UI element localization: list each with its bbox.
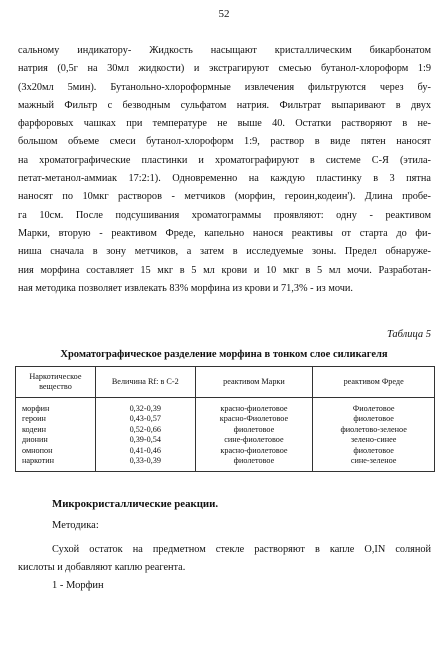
text-line: кислоты и добавляют каплю реагента. bbox=[18, 562, 186, 574]
text-line: мажный Фильтр с безводным сульфатом натрия. Фильтрат выпаривают в двух bbox=[18, 99, 431, 111]
text-line: (3х20мл 5мин). Бутанольно-хлороформные извлечения фильтруются через бу- bbox=[18, 81, 431, 93]
table-cell: наркотин bbox=[16, 456, 96, 472]
text-line: ная методика позволяет извлекать 83% морфина из крови и 71,3% - из мочи. bbox=[18, 282, 353, 294]
list-item: 1 - Морфин bbox=[52, 580, 104, 591]
text-line: га 10см. После подсушивания хроматограммы проявляют: одну - реактивом bbox=[18, 209, 431, 221]
table-cell: 0,39-0,54 bbox=[95, 435, 195, 445]
table-title: Хроматографическое разделение морфина в тонком слое силикагеля bbox=[60, 349, 388, 360]
table-cell: фиолетово-зеленое bbox=[313, 425, 435, 435]
table-label: Таблица 5 bbox=[386, 329, 431, 340]
page-number: 52 bbox=[218, 8, 230, 20]
table-cell: героин bbox=[16, 414, 96, 424]
text-line: ниша сначала в зону метчиков, а затем в исследуемые зоны. Предел обнаруже- bbox=[18, 246, 431, 258]
text-line: Марки, вторую - реактивом Фреде, капельно нанося реактивы от старта до фи- bbox=[18, 227, 431, 239]
table-cell: фиолетовое bbox=[313, 414, 435, 424]
table-row bbox=[16, 446, 435, 456]
table-cell: фиолетовое bbox=[195, 425, 313, 435]
text-line: ния морфина составляет 15 мкг в 5 мл крови и 10 мкг в 5 мл мочи. Разработан- bbox=[18, 264, 431, 276]
column-header: Наркотическое вещество bbox=[16, 367, 96, 398]
text-line: фарфоровых чашках при температуре не выше 40. Остатки растворяют в не- bbox=[18, 118, 431, 130]
section-heading: Микрокристаллические реакции. bbox=[52, 498, 219, 510]
body-paragraph bbox=[18, 541, 431, 578]
table-cell: дионин bbox=[16, 435, 96, 445]
table-cell: красно-фиолетовое bbox=[195, 398, 313, 415]
table-cell: 0,52-0,66 bbox=[95, 425, 195, 435]
table-cell: фиолетовое bbox=[195, 456, 313, 472]
text-line: сальному индикатору- Жидкость насыщают кристаллическим бикарбонатом bbox=[18, 45, 431, 56]
table-header-row bbox=[16, 367, 435, 398]
table-cell: зелено-синее bbox=[313, 435, 435, 445]
column-header: Величина Rf: в С-2 bbox=[95, 367, 195, 398]
table-cell: 0,32-0,39 bbox=[95, 398, 195, 415]
table-cell: 0,33-0,39 bbox=[95, 456, 195, 472]
table-row bbox=[16, 435, 435, 445]
table-row bbox=[16, 425, 435, 435]
table-cell: красно-Фиолетовое bbox=[195, 414, 313, 424]
text-line: большом объеме смеси бутанол-хлороформ 1:9, раствор в виде пятен наносят bbox=[18, 136, 431, 148]
method-subheading: Методика: bbox=[52, 520, 99, 531]
table-row bbox=[16, 398, 435, 415]
table-row bbox=[16, 414, 435, 424]
table-cell: фиолетовое bbox=[313, 446, 435, 456]
text-line: Сухой остаток на предметном стекле растворяют в капле O,IN соляной bbox=[52, 544, 431, 555]
table-row bbox=[16, 456, 435, 472]
column-header: реактивом Фреде bbox=[313, 367, 435, 398]
table-cell: сине-зеленое bbox=[313, 456, 435, 472]
chromatography-table bbox=[15, 366, 435, 472]
table-cell: сине-фиолетовое bbox=[195, 435, 313, 445]
table-cell: 0,43-0,57 bbox=[95, 414, 195, 424]
text-line: петат-метанол-аммиак 17:2:1). Одновременно на каждую пластинку в 3 пятна bbox=[18, 173, 431, 185]
body-paragraph bbox=[18, 42, 431, 298]
table-cell: 0,41-0,46 bbox=[95, 446, 195, 456]
text-line: на хроматографические пластинки и хроматографируют в системе С-Я (этила- bbox=[18, 154, 431, 166]
column-header: реактивом Марки bbox=[195, 367, 313, 398]
table-cell: омнопон bbox=[16, 446, 96, 456]
table-cell: кодеин bbox=[16, 425, 96, 435]
table-cell: Фиолетовое bbox=[313, 398, 435, 415]
text-line: натрия (0,5г на 30мл жидкости) и экстрагируют смесью бутанол-хлороформ 1:9 bbox=[18, 63, 431, 75]
text-line: наносят по 10мкг растворов - метчиков (морфин, героин,кодеин'). Длина пробе- bbox=[18, 191, 431, 203]
table-cell: красно-фиолетовое bbox=[195, 446, 313, 456]
table-cell: морфин bbox=[16, 398, 96, 415]
